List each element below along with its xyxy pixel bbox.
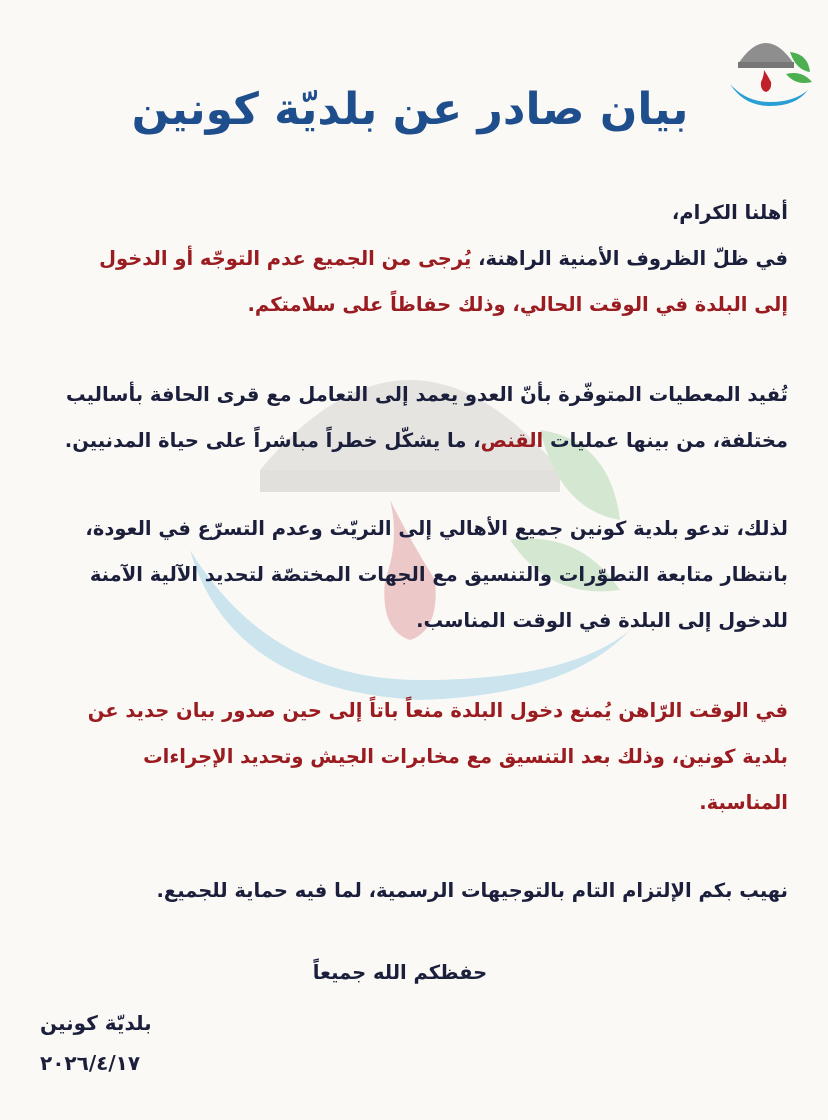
paragraph-threat-start: تُفيد المعطيات المتوفّرة بأنّ العدو يعمد إلى التعامل مع قرى الحافة بأساليب مختلفة، من بينها عمليات — [66, 383, 788, 452]
paragraph-threat-end: ، ما يشكّل خطراً مباشراً على حياة المدنيين. — [64, 429, 481, 452]
paragraph-warning-intro: في ظلّ الظروف الأمنية الراهنة، — [471, 247, 788, 270]
paragraph-warning — [60, 236, 788, 328]
paragraph-entry-ban: في الوقت الرّاهن يُمنع دخول البلدة منعاً باتاً إلى حين صدور بيان جديد عن بلدية كونين، وذلك بعد التنسيق مع مخابرات الجيش وتحديد الإجراءات المناسبة. — [87, 699, 788, 814]
municipality-logo-icon — [724, 18, 816, 110]
date: ٢٠٢٦/٤/١٧ — [40, 1051, 141, 1075]
paragraph-call: لذلك، تدعو بلدية كونين جميع الأهالي إلى التريّث وعدم التسرّع في العودة، بانتظار متابعة التطوّرات والتنسيق مع الجهات المختصّة لتحديد الآلية الآمنة للدخول إلى البلدة في الوقت المناسب. — [85, 517, 788, 632]
paragraph-warning-emphasis: يُرجى من الجميع عدم التوجّه أو الدخول إلى البلدة في الوقت الحالي، وذلك حفاظاً على سلامتكم. — [99, 247, 788, 316]
signature: بلديّة كونين — [40, 1011, 152, 1035]
closing-blessing: حفظكم الله جميعاً — [312, 961, 488, 984]
greeting: أهلنا الكرام، — [671, 201, 788, 224]
paragraph-threat — [60, 372, 788, 464]
page-title: بيان صادر عن بلديّة كونين — [131, 84, 689, 135]
sniping-keyword: القنص — [480, 429, 544, 452]
paragraph-compliance: نهيب بكم الإلتزام التام بالتوجيهات الرسمية، لما فيه حماية للجميع. — [156, 879, 788, 902]
